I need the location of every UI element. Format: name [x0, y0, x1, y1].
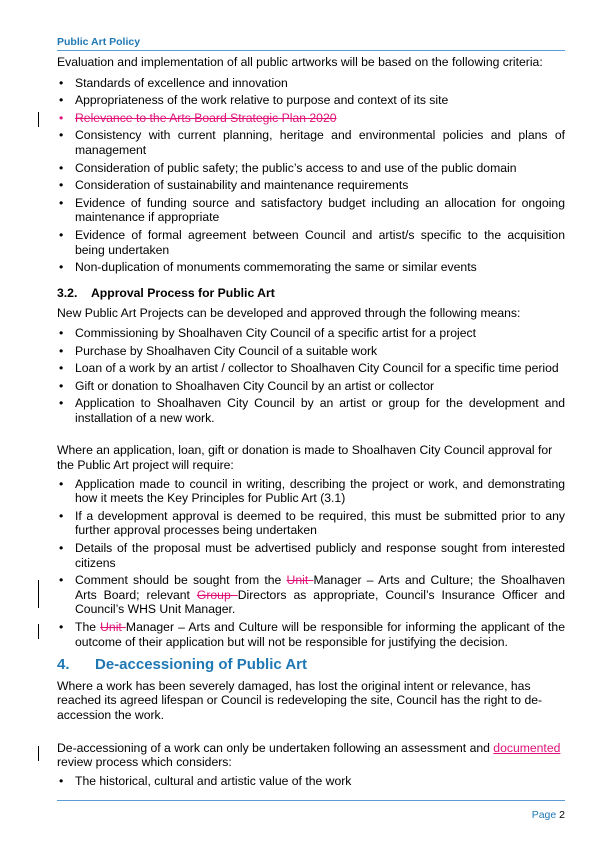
- page-number: [532, 809, 565, 821]
- deleted-text: Unit: [286, 573, 314, 588]
- list-item: • Evidence of formal agreement between Council and artist/s specific to the acquisition being undertaken: [57, 228, 565, 257]
- list-item: • Gift or donation to Shoalhaven City Council by an artist or collector: [57, 379, 565, 394]
- text-run: Manager – Arts and Culture will be responsible for informing the applicant of the outcome of their application but will not be responsible for justifying the decision.: [75, 620, 565, 649]
- list-item: • The historical, cultural and artistic value of the work: [57, 774, 565, 789]
- criteria-intro: Evaluation and implementation of all public artworks will be based on the following criteria:: [57, 55, 543, 69]
- page-content: [57, 55, 565, 788]
- deleted-text: Unit: [100, 620, 126, 634]
- change-bar: [38, 624, 39, 639]
- list-item: • Consideration of sustainability and maintenance requirements: [57, 178, 565, 193]
- list-item: • Appropriateness of the work relative to purpose and context of its site: [57, 93, 565, 108]
- page-header: [57, 37, 565, 51]
- list-item: • Details of the proposal must be advertised publicly and response sought from interested citizens: [57, 541, 565, 570]
- section-intro: New Public Art Projects can be developed and approved through the following means:: [57, 306, 521, 321]
- list-item: • Commissioning by Shoalhaven City Council of a specific artist for a project: [57, 326, 565, 341]
- text-run: Directors as appropriate, Council’s Insurance Officer and Council’s WHS Unit Manager.: [75, 587, 565, 617]
- requirements-list: [57, 477, 565, 650]
- list-item: [57, 573, 565, 617]
- list-item: • Non-duplication of monuments commemorating the same or similar events: [57, 260, 565, 275]
- page-footer: [57, 800, 565, 821]
- deaccession-paragraph: Where a work has been severely damaged, has lost the original intent or relevance, has reached its agreed lifespan or Council is redeveloping the site, Council has the right to de-accession the work.: [57, 678, 543, 722]
- page-num: 2: [559, 809, 565, 821]
- means-list: [57, 326, 565, 426]
- deaccession-list: [57, 774, 565, 789]
- change-bar: [38, 580, 39, 608]
- section-heading: [57, 286, 565, 301]
- text-run: De-accessioning of a work can only be undertaken following an assessment and: [57, 740, 494, 755]
- text-run: Manager – Arts and Culture; the Shoalhaven Arts Board; relevant: [75, 573, 565, 602]
- header-title: Public Art Policy: [57, 36, 141, 48]
- text-run: The: [75, 620, 101, 634]
- list-item: • Purchase by Shoalhaven City Council of a suitable work: [57, 344, 565, 359]
- list-item: • Application to Shoalhaven City Council by an artist or group for the development and installation of a new work.: [57, 396, 565, 425]
- list-item: • Consistency with current planning, heritage and environmental policies and plans of management: [57, 128, 565, 157]
- list-item: • Application made to council in writing, describing the project or work, and demonstrating how it meets the Key Principles for Public Art (3.1): [57, 477, 565, 506]
- list-item: • Standards of excellence and innovation: [57, 76, 565, 91]
- text-run: Comment should be sought from the: [75, 573, 287, 588]
- section-number: 4.: [57, 656, 70, 674]
- inserted-text: documented: [493, 740, 561, 755]
- list-item: • Evidence of funding source and satisfactory budget including an allocation for ongoing maintenance if appropriate: [57, 196, 565, 225]
- change-bar: [38, 746, 39, 761]
- approval-paragraph: Where an application, loan, gift or donation is made to Shoalhaven City Council approval for the Public Art project will require:: [57, 443, 553, 473]
- list-item: • Consideration of public safety; the public’s access to and use of the public domain: [57, 161, 565, 176]
- section-title: De-accessioning of Public Art: [95, 656, 307, 674]
- list-item: • If a development approval is deemed to be required, this must be submitted prior to any further approval processes being undertaken: [57, 509, 565, 538]
- section-number: 3.2.: [57, 285, 78, 300]
- deleted-text: Group: [196, 587, 238, 602]
- list-item: [57, 620, 565, 649]
- page-label: Page: [531, 809, 560, 821]
- list-item: • Loan of a work by an artist / collector to Shoalhaven City Council for a specific time period: [57, 361, 565, 376]
- text-run: review process which considers:: [57, 755, 232, 770]
- criteria-list: [57, 76, 565, 275]
- list-item-deleted: • Relevance to the Arts Board Strategic Plan 2020: [57, 111, 565, 126]
- deaccession-process-paragraph: [57, 741, 565, 770]
- section-heading: [57, 658, 565, 673]
- section-title: Approval Process for Public Art: [91, 285, 275, 300]
- change-bar: [38, 112, 39, 127]
